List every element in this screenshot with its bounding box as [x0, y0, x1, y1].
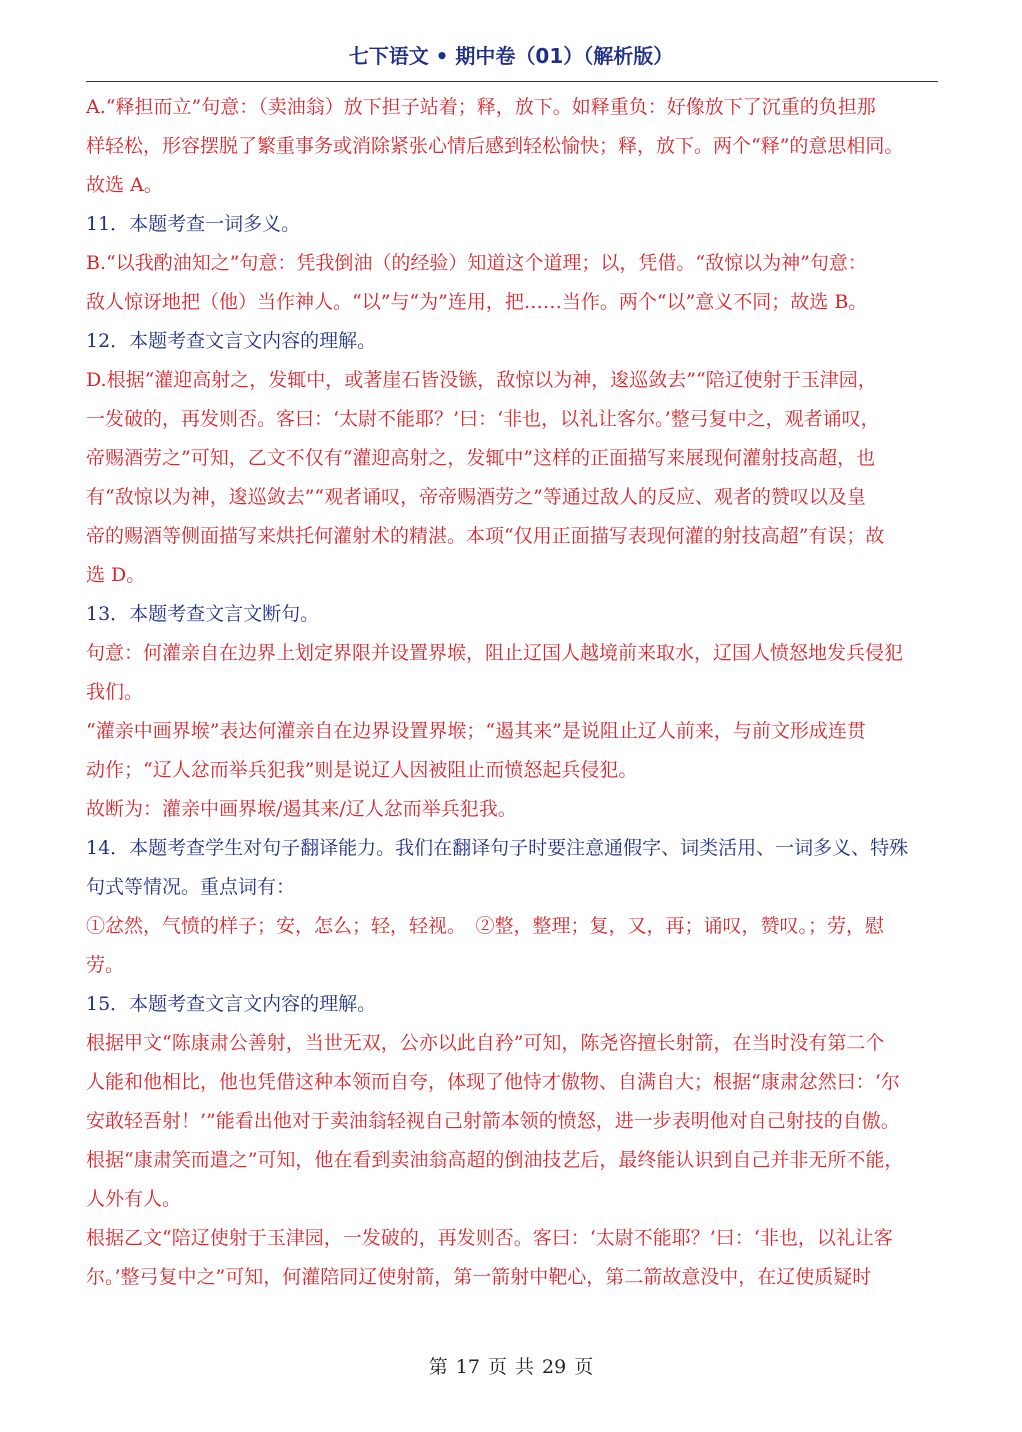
text-line: 人外有人。 [86, 1188, 182, 1210]
text-line: 动作；“辽人忿而举兵犯我”则是说辽人因被阻止而愤怒起兵侵犯。 [86, 759, 638, 781]
text-line: 帝赐酒劳之”可知，乙文不仅有“灌迎高射之，发辄中”这样的正面描写来展现何灌射技高超，也 [86, 447, 876, 469]
text-line: 13．本题考查文言文断句。 [86, 603, 320, 625]
text-line: B.“以我酌油知之”句意：凭我倒油（的经验）知道这个道理；以，凭借。“敌惊以为神”句意： [86, 252, 867, 274]
text-line: 选 D。 [86, 564, 146, 586]
text-line: 14．本题考查学生对句子翻译能力。我们在翻译句子时要注意通假字、词类活用、一词多义、特殊 [86, 837, 909, 859]
page-header-title: 七下语文 • 期中卷（01）（解析版） [348, 44, 674, 68]
page-number-footer: 第 17 页 共 29 页 [428, 1356, 594, 1378]
text-line: 根据“康肃笑而遣之”可知，他在看到卖油翁高超的倒油技艺后，最终能认识到自己并非无所不能， [86, 1149, 904, 1171]
text-line: 帝的赐酒等侧面描写来烘托何灌射术的精湛。本项“仅用正面描写表现何灌的射技高超”有误；故 [86, 525, 885, 547]
text-line: 句式等情况。重点词有： [86, 876, 296, 898]
text-line: 劳。 [86, 954, 125, 976]
text-line: 安敢轻吾射！’”能看出他对于卖油翁轻视自己射箭本领的愤怒，进一步表明他对自己射技的自傲。 [86, 1110, 900, 1132]
text-line: 根据乙文“陪辽使射于玉津园，一发破的，再发则否。客曰：‘太尉不能耶？’曰：‘非也，以礼让客 [86, 1227, 893, 1249]
text-line: 根据甲文“陈康肃公善射，当世无双，公亦以此自矜”可知，陈尧咨擅长射箭，在当时没有第二个 [86, 1032, 885, 1054]
text-line: “灌亲中画界堠”表达何灌亲自在边界设置界堠；“遏其来”是说阻止辽人前来，与前文形成连贯 [86, 720, 866, 742]
header-divider [86, 81, 938, 82]
text-line: 样轻松，形容摆脱了繁重事务或消除紧张心情后感到轻松愉快；释，放下。两个“释”的意思相同。 [86, 135, 904, 157]
text-line: 句意：何灌亲自在边界上划定界限并设置界堠，阻止辽国人越境前来取水，辽国人愤怒地发兵侵犯 [86, 642, 904, 664]
text-line: 我们。 [86, 681, 144, 703]
text-line: 敌人惊讶地把（他）当作神人。“以”与“为”连用，把……当作。两个“以”意义不同；故选 B。 [86, 291, 868, 313]
text-line: 一发破的，再发则否。客曰：‘太尉不能耶？’曰：‘非也，以礼让客尔。’整弓复中之，观者诵叹， [86, 408, 880, 430]
text-line: 人能和他相比，他也凭借这种本领而自夸，体现了他恃才傲物、自满自大；根据“康肃忿然曰：‘尔 [86, 1071, 900, 1093]
text-line: 故断为：灌亲中画界堠/遏其来/辽人忿而举兵犯我。 [86, 798, 517, 820]
text-line: 尔。’整弓复中之”可知，何灌陪同辽使射箭，第一箭射中靶心，第二箭故意没中，在辽使质疑时 [86, 1266, 872, 1288]
text-line: 15．本题考查文言文内容的理解。 [86, 993, 377, 1015]
text-line: 故选 A。 [86, 174, 163, 196]
text-line: 12．本题考查文言文内容的理解。 [86, 330, 377, 352]
text-line: A.“释担而立”句意：（卖油翁）放下担子站着；释，放下。如释重负：好像放下了沉重的负担那 [86, 96, 876, 118]
text-line: ①忿然，气愤的样子；安，怎么；轻，轻视。 ②整，整理；复，又，再；诵叹，赞叹。；劳，慰 [86, 915, 885, 937]
text-line: 11．本题考查一词多义。 [86, 213, 301, 235]
text-line: D.根据“灌迎高射之，发辄中，或著崖石皆没镞，敌惊以为神，逡巡敛去”“陪辽使射于玉津园， [86, 369, 877, 391]
text-line: 有“敌惊以为神，逡巡敛去”“观者诵叹，帝帝赐酒劳之”等通过敌人的反应、观者的赞叹以及皇 [86, 486, 866, 508]
document-body [86, 88, 940, 1297]
